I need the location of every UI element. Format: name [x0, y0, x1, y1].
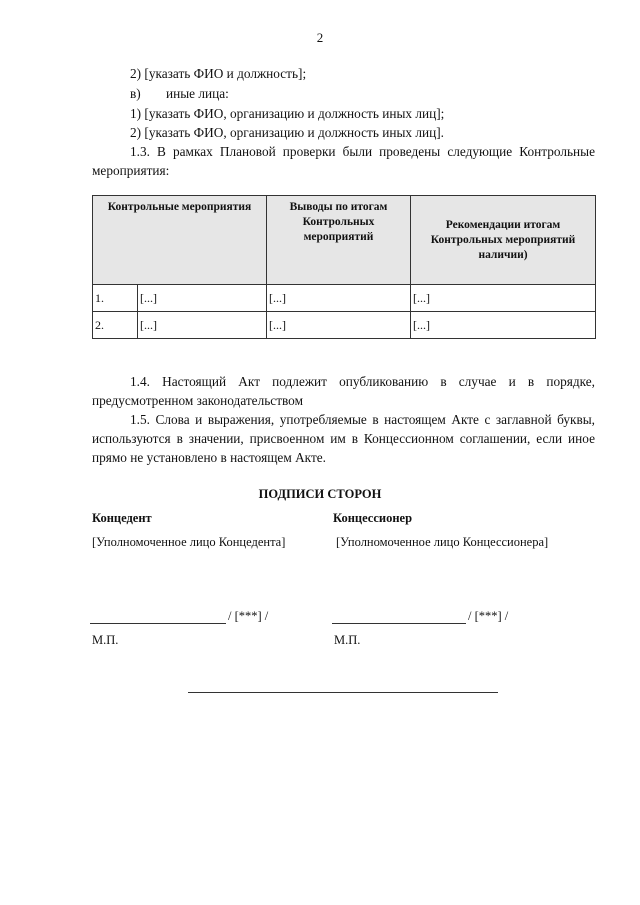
table-header-row: [93, 196, 596, 285]
list-item-other-1: 1) [указать ФИО, организацию и должность иных лиц];: [130, 106, 445, 121]
list-item-text: иные лица:: [166, 86, 229, 101]
paragraph-1-3: 1.3. В рамках Плановой проверки были проведены следующие Контрольные мероприятия:: [92, 144, 595, 178]
table-cell-conclusion: [...]: [267, 285, 411, 312]
grantor-seal: М.П.: [92, 633, 119, 647]
grantor-representative: [Уполномоченное лицо Концедента]: [92, 535, 286, 549]
list-item-other-persons: [130, 84, 229, 103]
concessionaire-seal: М.П.: [334, 633, 361, 647]
concessionaire-representative: [Уполномоченное лицо Концессионера]: [336, 535, 549, 549]
table-cell-activity: [...]: [138, 312, 267, 339]
list-letter: в): [130, 86, 141, 101]
table-cell-recommendation: [...]: [411, 285, 596, 312]
table-row: [93, 312, 596, 339]
concessionaire-signature-placeholder: / [***] /: [468, 609, 509, 623]
table-header-conclusions: Выводы по итогам Контрольных мероприятий: [267, 196, 411, 285]
paragraph-1-5: 1.5. Слова и выражения, употребляемые в настоящем Акте с заглавной буквы, используются в значении, присвоенном им в Концессионном соглашении, если иное прямо не установлено в настоящем Акте.: [92, 412, 595, 465]
grantor-label: Концедент: [92, 511, 152, 525]
concessionaire-signature-line: [332, 623, 466, 624]
page-number: 2: [316, 30, 324, 45]
table-cell-recommendation: [...]: [411, 312, 596, 339]
table-cell-number: 1.: [93, 285, 138, 312]
table-header-activities: Контрольные мероприятия: [93, 196, 267, 285]
table-cell-activity: [...]: [138, 285, 267, 312]
grantor-signature-placeholder: / [***] /: [228, 609, 269, 623]
signatures-title: ПОДПИСИ СТОРОН: [258, 487, 382, 501]
table-cell-number: 2.: [93, 312, 138, 339]
closing-divider: [188, 692, 498, 693]
list-item-fio-position: 2) [указать ФИО и должность];: [130, 66, 307, 81]
paragraph-1-4: 1.4. Настоящий Акт подлежит опубликованию в случае и в порядке, предусмотренном законодательством: [92, 374, 595, 408]
control-activities-table: [92, 195, 596, 339]
table-cell-conclusion: [...]: [267, 312, 411, 339]
table-header-recommendations: Рекомендации итогам Контрольных мероприятий наличии): [411, 196, 596, 285]
concessionaire-label: Концессионер: [333, 511, 413, 525]
table-row: [93, 285, 596, 312]
grantor-signature-line: [90, 623, 226, 624]
list-item-other-2: 2) [указать ФИО, организацию и должность иных лиц].: [130, 125, 444, 140]
